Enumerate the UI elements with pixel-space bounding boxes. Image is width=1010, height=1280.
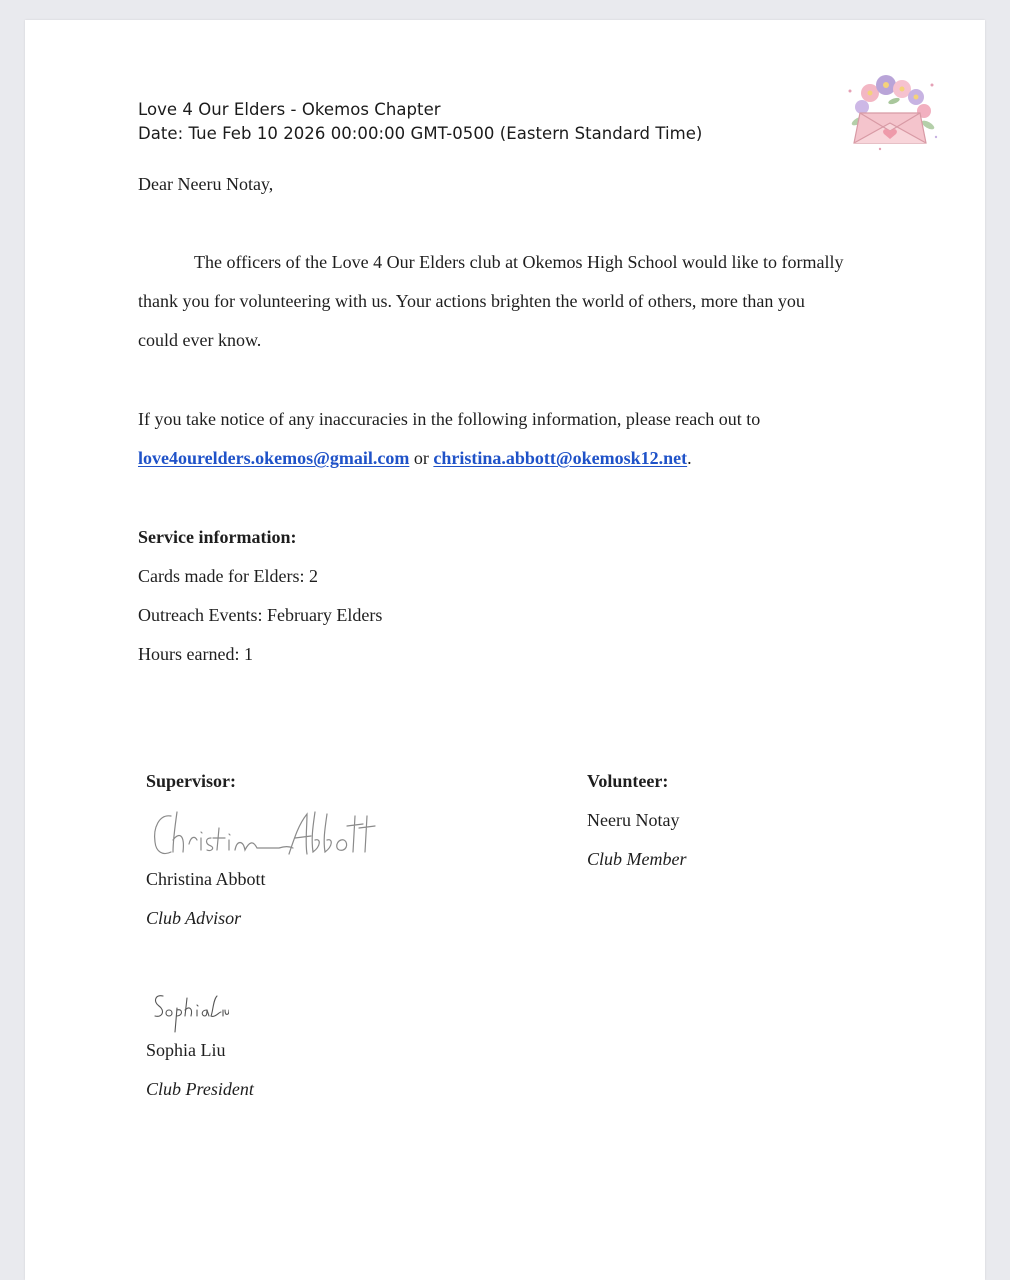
or-connector: or: [413, 448, 429, 468]
supervisor-signature: [149, 806, 379, 862]
paragraph-2-line-2: [138, 448, 692, 469]
salutation: Dear Neeru Notay,: [138, 174, 274, 194]
cards-made: Cards made for Elders: 2: [138, 566, 318, 586]
volunteer-name: Neeru Notay: [587, 810, 680, 830]
letter-page: [25, 20, 985, 1280]
outreach-events: Outreach Events: February Elders: [138, 605, 383, 625]
volunteer-title: Club Member: [587, 849, 687, 869]
president-title: Club President: [146, 1079, 254, 1099]
organization-name: Love 4 Our Elders - Okemos Chapter: [138, 100, 441, 119]
supervisor-name: Christina Abbott: [146, 869, 266, 889]
sentence-end: .: [687, 448, 692, 468]
paragraph-2-line-1: If you take notice of any inaccuracies in the following information, please reach out to: [138, 409, 761, 429]
president-name: Sophia Liu: [146, 1040, 226, 1060]
advisor-email-link[interactable]: christina.abbott@okemosk12.net: [433, 448, 688, 468]
volunteer-heading: Volunteer:: [587, 771, 669, 791]
paragraph-1-line-1: The officers of the Love 4 Our Elders club at Okemos High School would like to formally: [194, 252, 844, 272]
supervisor-heading: Supervisor:: [146, 771, 236, 791]
letter-date: Date: Tue Feb 10 2026 00:00:00 GMT-0500 (Eastern Standard Time): [138, 124, 703, 143]
supervisor-title: Club Advisor: [146, 908, 242, 928]
paragraph-1-line-3: could ever know.: [138, 330, 262, 350]
paragraph-1-line-2: thank you for volunteering with us. Your actions brighten the world of others, more than you: [138, 291, 805, 311]
club-email-link[interactable]: love4ourelders.okemos@gmail.com: [138, 448, 410, 468]
president-signature: [149, 990, 229, 1034]
service-heading: Service information:: [138, 527, 297, 547]
hours-earned: Hours earned: 1: [138, 644, 253, 664]
flower-envelope-icon: [840, 71, 940, 153]
